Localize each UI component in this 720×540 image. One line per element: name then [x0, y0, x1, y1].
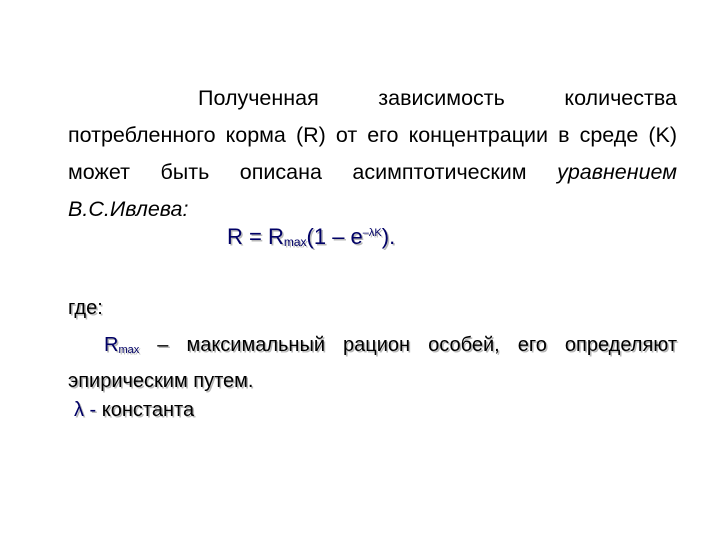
definition-rmax [68, 329, 677, 398]
lambda-symbol: λ - [74, 399, 97, 421]
formula-open: (1 – e [306, 224, 363, 249]
formula-close: ). [381, 224, 396, 249]
intro-text: Полученная зависимость количества потребленного корма (R) от его концентрации в среде (K) может быть описана асимптотическим [68, 86, 677, 184]
where-label: где: [68, 297, 103, 319]
intro-paragraph [68, 80, 677, 228]
rmax-definition-text: – максимальный рацион особей, его определяют эпирическим путем. [68, 334, 677, 392]
formula-lhs: R = R [227, 224, 284, 249]
rmax-symbol: R [104, 334, 119, 356]
definition-lambda [74, 397, 194, 423]
ivlev-formula [227, 223, 395, 255]
lambda-definition-text: константа [96, 399, 195, 421]
rmax-symbol-subscript: max [118, 344, 140, 356]
formula-exponent: –λK [362, 227, 382, 239]
formula-rmax-subscript: max [283, 235, 307, 249]
ivlev-equation-label: уравнением В.С.Ивлева: [68, 160, 677, 221]
